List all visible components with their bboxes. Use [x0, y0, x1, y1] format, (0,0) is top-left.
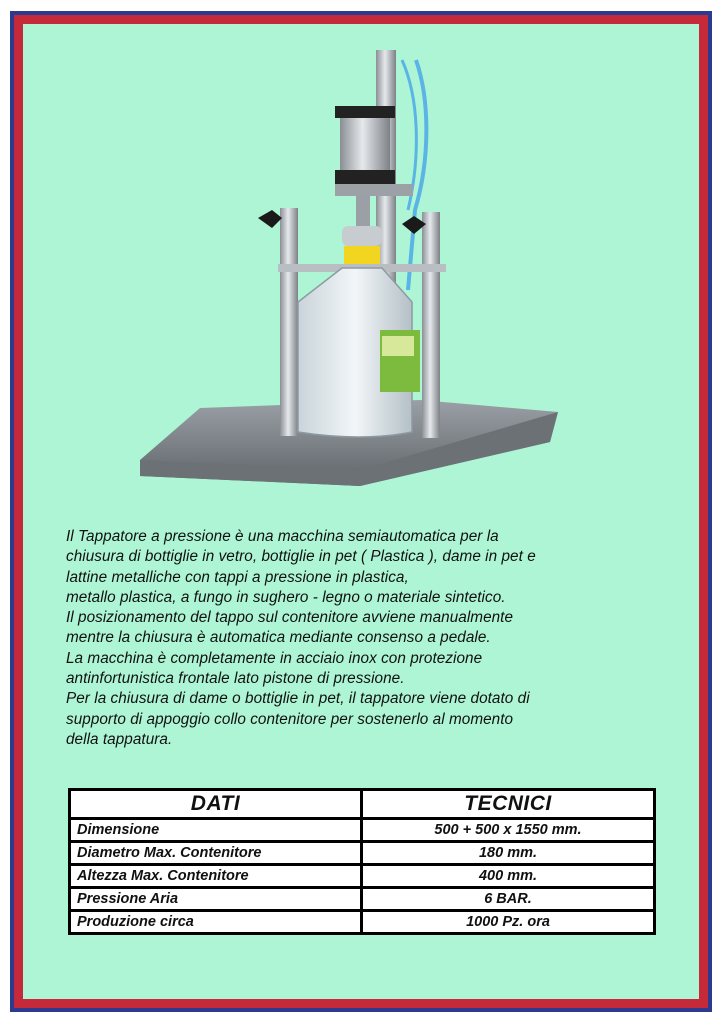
table-header-dati: DATI: [70, 790, 362, 819]
table-row: [70, 888, 655, 911]
description-line: Per la chiusura di dame o bottiglie in pet, il tappatore viene dotato di: [66, 690, 530, 708]
description-line: della tappatura.: [66, 730, 173, 748]
table-header-row: [70, 790, 655, 819]
description-line: chiusura di bottiglie in vetro, bottiglie in pet ( Plastica ), dame in pet e: [66, 548, 536, 566]
description-line: metallo plastica, a fungo in sughero - legno o materiale sintetico.: [66, 588, 506, 606]
row-label: Altezza Max. Contenitore: [70, 865, 362, 888]
description-line: supporto di appoggio collo contenitore per sostenerlo al momento: [66, 710, 514, 728]
description-line: Il Tappatore a pressione è una macchina semiautomatica per la: [66, 528, 499, 545]
row-value: 1000 Pz. ora: [362, 911, 655, 934]
table-header-tecnici: TECNICI: [362, 790, 655, 819]
machine-photo: [130, 40, 570, 490]
row-label: Diametro Max. Contenitore: [70, 842, 362, 865]
row-value: 180 mm.: [362, 842, 655, 865]
row-value: 6 BAR.: [362, 888, 655, 911]
table-row: [70, 911, 655, 934]
technical-data-table: [68, 788, 656, 935]
description-line: Il posizionamento del tappo sul contenitore avviene manualmente: [66, 609, 514, 627]
row-label: Pressione Aria: [70, 888, 362, 911]
description-line: mentre la chiusura è automatica mediante consenso a pedale.: [66, 629, 491, 647]
row-value: 400 mm.: [362, 865, 655, 888]
row-label: Dimensione: [70, 819, 362, 842]
description-line: lattine metalliche con tappi a pressione in plastica,: [66, 568, 409, 586]
description-line: La macchina è completamente in acciaio inox con protezione: [66, 649, 483, 667]
table-row: [70, 842, 655, 865]
row-label: Produzione circa: [70, 911, 362, 934]
description-text: [66, 527, 676, 750]
description-line: antinfortunistica frontale lato pistone di pressione.: [66, 670, 405, 688]
row-value: 500 + 500 x 1550 mm.: [362, 819, 655, 842]
table-row: [70, 819, 655, 842]
table-row: [70, 865, 655, 888]
